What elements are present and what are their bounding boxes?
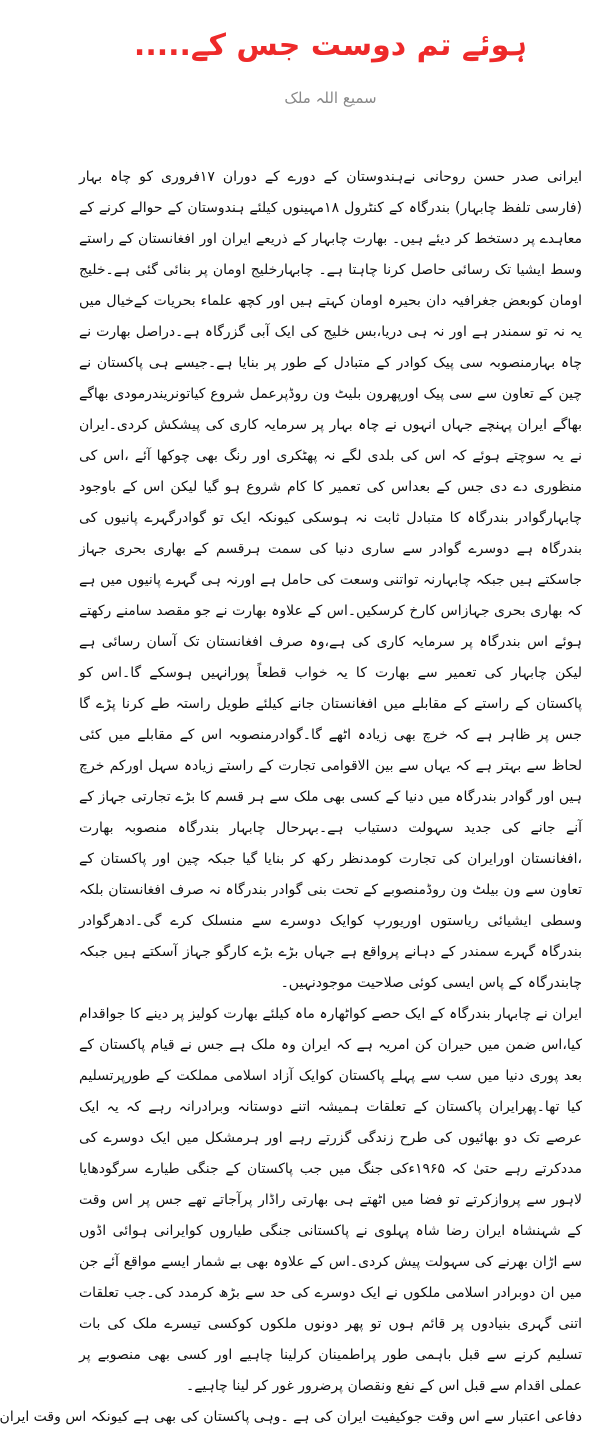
- author-byline: سمیع اللہ ملک: [284, 89, 377, 107]
- article-headline: ہوئے تم دوست جس کے.....: [133, 28, 528, 63]
- article-trailing-line: دفاعی اعتبار سے اس وقت جوکیفیت ایران کی ہے ۔وہی پاکستان کی بھی ہے کیونکہ اس وقت ایران: [0, 1409, 582, 1425]
- spacer: [79, 112, 582, 162]
- article-paragraph-1: ایرانی صدر حسن روحانی نےہندوستان کے دورے کے دوران ۱۷فروری کو چاہ بہار (فارسی تلفظ چابہار) بندرگاہ کے کنٹرول ۱۸مہینوں کیلئے ہندوستان کے حوالے کرنے کے معاہدے پر دستخط کر دیئے ہیں۔ بھارت چابہار کے ذریعے ایران اور افغانستان کے راستے وسط ایشیا تک رسائی حاصل کرنا چاہتا ہے۔ چابہارخلیج اومان پر بنائی گئی ہے۔خلیج اومان کوبعض جغرافیہ دان بحیرہ اومان کہتے ہیں اور کچھ علماء بحریات کےخیال میں یہ نہ تو سمندر ہے اور نہ ہی دریا،بس خلیج کی ایک آبی گزرگاہ ہے۔دراصل بھارت نے چاہ بہارمنصوبہ سی پیک کوادر کے متبادل کے طور پر بنایا ہے۔جیسے ہی پاکستان نے چین کے تعاون سے سی پیک اورپھرون بلیٹ ون روڈپرعمل شروع کیاتونریندرمودی بھاگے بھاگے ایران پہنچے جہاں انہوں نے چاہ بہار پر سرمایہ کاری کی پیشکش کردی۔ایران نے یہ سوچتے ہوئے کہ اس کی بلدی لگے نہ پھٹکری اور رنگ بھی چوکھا آئے ،اس کی منظوری دے دی جس کے بعداس کی تعمیر کا کام شروع ہو گیا لیکن اس کے باوجود چابہارگوادر بندرگاہ کا متبادل ثابت نہ ہوسکی کیونکہ ایک تو گوادرگہرے پانیوں کی بندرگاہ ہے دوسرے گوادر سے ساری دنیا کی سمت ہرقسم کے بھاری بحری جہاز جاسکتے ہیں جبکہ چابہارنہ تواتنی وسعت کی حامل ہے اورنہ ہی گہرے پانیوں میں ہے کہ بھاری بحری جہازاس کارخ کرسکیں۔اس کے علاوہ بھارت نے جو مقصد سامنے رکھتے ہوئے اس بندرگاہ پر سرمایہ کاری کی ہے،وہ صرف افغانستان تک آسان رسائی ہے لیکن چابہار کی تعمیر سے بھارت کا یہ خواب قطعاً پورانہیں ہوسکے گا۔اس کو پاکستان کے راستے کے مقابلے میں افغانستان جانے کیلئے طویل راستہ طے کرنا پڑے گا جس پر ظاہر ہے کہ خرچ بھی زیادہ اٹھے گا۔گوادرمنصوبہ اس کے مقابلے میں کئی لحاظ سے بہتر ہے کہ یہاں سے بین الاقوامی تجارت کے راستے زیادہ سہل اورکم خرچ ہیں اور گوادر بندرگاہ میں دنیا کے کسی بھی ملک سے ہر قسم کا بڑے تجارتی جہاز کے آنے جانے کی جدید سہولت دستیاب ہے۔بہرحال چابہار بندرگاہ منصوبہ بھارت ،افغانستان اورایران کی تجارت کومدنظر رکھ کر بنایا گیا جبکہ چین اور پاکستان کے تعاون سے ون بیلٹ ون روڈمنصوبے کے تحت بنی گوادر بندرگاہ نہ صرف افغانستان بلکہ وسطی ایشیائی ریاستوں اوریورپ کوایک دوسرے سے منسلک کرے گی۔ادھرگوادر بندرگاہ گہرے سمندر کے دہانے پرواقع ہے جہاں بڑے بڑے کارگو جہاز آسکتے ہیں جبکہ چابندرگاہ کے پاس ایسی کوئی صلاحیت موجودنہیں۔: [79, 169, 582, 991]
- article-body: [0, 162, 582, 1433]
- article-paragraph-2: ایران نے چابہار بندرگاہ کے ایک حصے کواٹھارہ ماہ کیلئے بھارت کولیز پر دینے کا جواقدام کیا،اس ضمن میں حیران کن امریہ ہے کہ ایران وہ ملک ہے جس نے قیام پاکستان کے بعد پوری دنیا میں سب سے پہلے پاکستان کوایک آزاد اسلامی مملکت کے طورپرتسلیم کیا تھا۔پھرایران پاکستان کے تعلقات ہمیشہ اتنے دوستانہ وبرادرانہ رہے کہ یہ ایک عرصے تک دو بھائیوں کی طرح زندگی گزرتے رہے اور ہرمشکل میں ایک دوسرے کی مددکرتے رہے حتیٰ کہ ۱۹۶۵ءکی جنگ میں جب پاکستان کے جنگی طیارے سرگودھایا لاہور سے پروازکرتے تو فضا میں اٹھتے ہی بھارتی راڈار پرآجاتے تھے جس پر اس وقت کے شہنشاہ ایران رضا شاہ پہلوی نے پاکستانی جنگی طیاروں کوایرانی ہوائی اڈوں سے اڑان بھرنے کی سہولت پیش کردی۔اس کے علاوہ بھی بے شمار ایسے مواقع آئے جن میں ان دوبرادر اسلامی ملکوں نے ایک دوسرے کی حد سے بڑھ کرمدد کی۔جب تعلقات اتنی گہری بنیادوں پر قائم ہوں تو پھر دونوں ملکوں کوکسی تیسرے ملک کی بات تسلیم کرنے سے قبل باہمی طور پراطمینان کرلینا چاہیے اور کسی بھی منصوبے پر عملی اقدام سے قبل اس کے نفع ونقصان پرضرور غور کر لینا چاہیے۔: [79, 1006, 582, 1394]
